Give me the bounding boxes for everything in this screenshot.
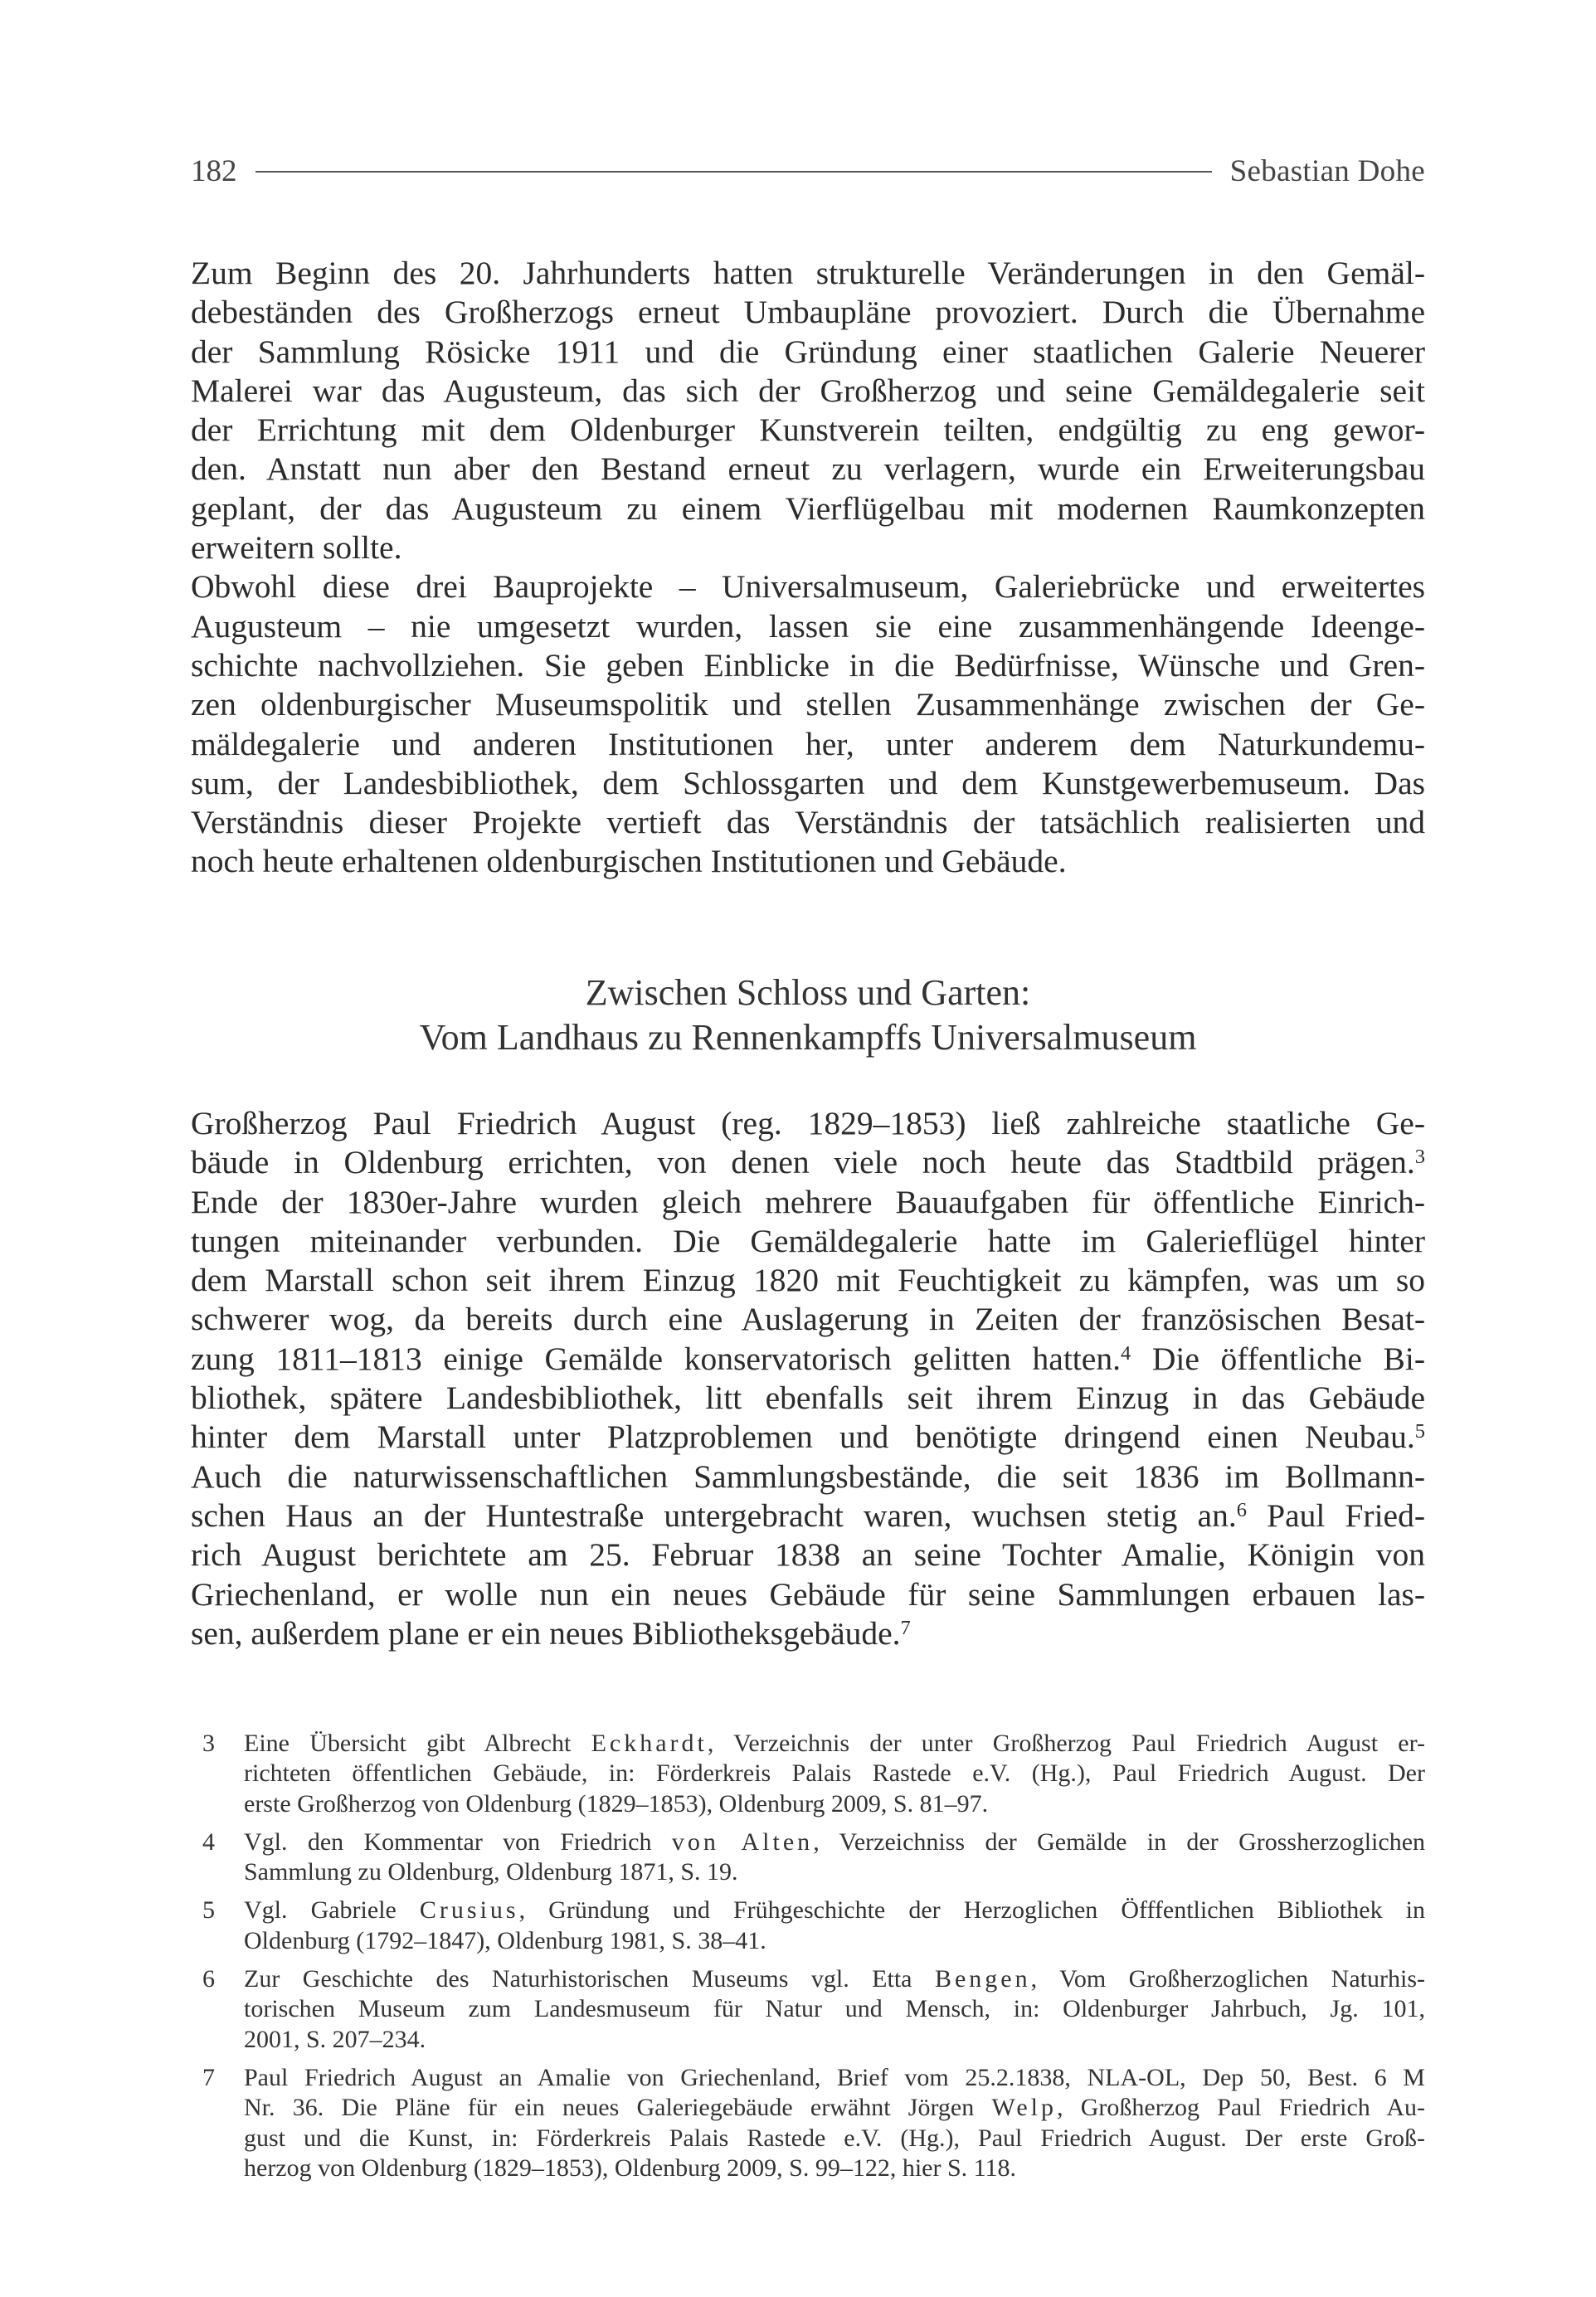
footnote-text: richteten öffentlichen Gebäude, in: Förderkreis Palais Rastede e.V. (Hg.), Paul Friedrich August. Der: [244, 1759, 1425, 1788]
footnote-line: [244, 1759, 1425, 1788]
footnote-text: torischen Museum zum Landesmuseum für Natur und Mensch, in: Oldenburger Jahrbuch, Jg. 101,: [244, 1995, 1425, 2023]
author-name: Eckhardt: [591, 1730, 708, 1757]
footnote-text: gust und die Kunst, in: Förderkreis Palais Rastede e.V. (Hg.), Paul Friedrich August. Der erste Groß-: [244, 2124, 1425, 2152]
text-run: Ende der 1830er-Jahre wurden gleich mehrere Bauaufgaben für öffentliche Einrich-: [191, 1183, 1425, 1220]
footnote-reference[interactable]: 6: [1236, 1498, 1247, 1521]
footnote-number: 4: [202, 1827, 215, 1856]
text-line: [191, 1340, 1425, 1379]
footnote-text: herzog von Oldenburg (1829–1853), Oldenburg 2009, S. 99–122, hier S. 118.: [244, 2153, 1017, 2182]
intro-paragraphs: [191, 254, 1425, 882]
text-run: tungen miteinander verbunden. Die Gemäldegalerie hatte im Galerieflügel hinter: [191, 1222, 1425, 1259]
text-run: Großherzog Paul Friedrich August (reg. 1829–1853) ließ zahlreiche staatliche Ge-: [191, 1105, 1425, 1141]
text-line: [191, 1575, 1425, 1614]
footnote-text: 2001, S. 207–234.: [244, 2025, 426, 2053]
text-line: [191, 1143, 1425, 1182]
footnote-reference[interactable]: 5: [1414, 1420, 1425, 1443]
section-heading-line-2: Vom Landhaus zu Rennenkampffs Universalmuseum: [419, 1017, 1197, 1058]
footnote-line: [244, 1994, 1425, 2024]
main-paragraph: [191, 1104, 1425, 1653]
text-line: der Sammlung Rösicke 1911 und die Gründung einer staatlichen Galerie Neuerer: [191, 333, 1425, 370]
text-line: Zum Beginn des 20. Jahrhunderts hatten strukturelle Veränderungen in den Gemäl-: [191, 255, 1425, 291]
footnote-text: Sammlung zu Oldenburg, Oldenburg 1871, S. 19.: [244, 1858, 738, 1886]
text-line: sum, der Landesbibliothek, dem Schlossgarten und dem Kunstgewerbemuseum. Das: [191, 764, 1425, 801]
text-line: Verständnis dieser Projekte vertieft das Verständnis der tatsächlich realisierten und: [191, 804, 1425, 841]
footnote: [191, 1964, 1425, 2055]
text-run: dem Marstall schon seit ihrem Einzug 1820 mit Feuchtigkeit zu kämpfen, was um so: [191, 1262, 1425, 1299]
footnote-line: [244, 1896, 1425, 1925]
text-line: [191, 1535, 1425, 1574]
text-run: sen, außerdem plane er ein neues Bibliotheksgebäude.: [191, 1614, 901, 1652]
intro-paragraph-2: [191, 567, 1425, 881]
author-name: von Alten: [671, 1827, 814, 1856]
text-run: schen Haus an der Huntestraße untergebracht waren, wuchsen stetig an.: [191, 1496, 1237, 1534]
footnote-text: , Großherzog Paul Friedrich Au-: [1057, 2094, 1425, 2122]
footnote-line: [244, 1827, 1425, 1857]
footnote-number: 3: [202, 1730, 215, 1757]
text-line: [191, 1614, 1425, 1653]
footnote-text: Paul Friedrich August an Amalie von Griechenland, Brief vom 25.2.1838, NLA-OL, Dep 50, Best. 6 M: [244, 2063, 1425, 2091]
footnote-line: [244, 2025, 1425, 2055]
footnote-line: [244, 1926, 1425, 1956]
footnote-line: [244, 2063, 1425, 2093]
header-rule: [255, 171, 1212, 173]
footnote-line: [244, 2093, 1425, 2123]
footnote-text: erste Großherzog von Oldenburg (1829–1853), Oldenburg 2009, S. 81–97.: [244, 1789, 989, 1818]
text-line: [191, 1458, 1425, 1496]
text-line: zen oldenburgischer Museumspolitik und stellen Zusammenhänge zwischen der Ge-: [191, 686, 1425, 723]
footnote-text: Zur Geschichte des Naturhistorischen Museums vgl. Etta: [244, 1965, 935, 1993]
footnote: [191, 1729, 1425, 1819]
text-line: [191, 1300, 1425, 1339]
footnote-text: , Verzeichnis der unter Großherzog Paul Friedrich August er-: [707, 1730, 1425, 1757]
text-line: schichte nachvollziehen. Sie geben Einblicke in die Bedürfnisse, Wünsche und Gren-: [191, 646, 1425, 684]
footnotes: [191, 1729, 1425, 2192]
text-run: Auch die naturwissenschaftlichen Sammlungsbestände, die seit 1836 im Bollmann-: [191, 1458, 1425, 1495]
text-line: [191, 1261, 1425, 1300]
footnote-reference[interactable]: 4: [1120, 1341, 1131, 1365]
running-head: [191, 148, 1425, 194]
text-line: [191, 1183, 1425, 1222]
footnote-line: [244, 1729, 1425, 1759]
author-name: Bengen: [934, 1965, 1031, 1993]
text-line: den. Anstatt nun aber den Bestand erneut zu verlagern, wurde ein Erweiterungsbau: [191, 450, 1425, 488]
footnote-text: , Verzeichniss der Gemälde in der Grossherzoglichen: [813, 1827, 1426, 1856]
page-number: 182: [191, 153, 237, 188]
footnote-line: [244, 2124, 1425, 2153]
text-line: [191, 1418, 1425, 1457]
text-line: [191, 1496, 1425, 1535]
intro-paragraph-1: [191, 254, 1425, 567]
footnote-text: , Vom Großherzoglichen Naturhis-: [1030, 1965, 1425, 1993]
footnote: [191, 2063, 1425, 2183]
text-run: Paul Fried-: [1246, 1496, 1425, 1534]
footnote-text: Vgl. Gabriele: [244, 1896, 420, 1925]
footnote-number: 6: [202, 1965, 215, 1993]
text-line: Augusteum – nie umgesetzt wurden, lassen sie eine zusammenhängende Ideenge-: [191, 607, 1425, 645]
section-heading-line-1: Zwischen Schloss und Garten:: [585, 972, 1031, 1013]
text-run: bliothek, spätere Landesbibliothek, litt ebenfalls seit ihrem Einzug in das Gebäude: [191, 1380, 1425, 1417]
footnote-reference[interactable]: 7: [900, 1616, 911, 1639]
text-line: geplant, der das Augusteum zu einem Vierflügelbau mit modernen Raumkonzepten: [191, 489, 1425, 527]
footnote-line: [244, 1857, 1425, 1887]
text-line: debeständen des Großherzogs erneut Umbaupläne provoziert. Durch die Übernahme: [191, 294, 1425, 331]
footnote-line: [244, 1964, 1425, 1994]
text-line: mäldegalerie und anderen Institutionen her, unter anderem dem Naturkundemu-: [191, 725, 1425, 762]
footnote: [191, 1896, 1425, 1956]
text-run: hinter dem Marstall unter Platzproblemen und benötigte dringend einen Neubau.: [191, 1419, 1415, 1456]
text-line: Obwohl diese drei Bauprojekte – Universalmuseum, Galeriebrücke und erweitertes: [191, 568, 1425, 606]
text-run: zung 1811–1813 einige Gemälde konservatorisch gelitten hatten.: [191, 1340, 1121, 1377]
footnote-number: 7: [202, 2063, 215, 2091]
text-line: noch heute erhaltenen oldenburgischen Institutionen und Gebäude.: [191, 843, 1067, 880]
footnote: [191, 1827, 1425, 1888]
text-line: erweitern sollte.: [191, 529, 402, 567]
text-line: der Errichtung mit dem Oldenburger Kunstverein teilten, endgültig zu eng gewor-: [191, 411, 1425, 449]
footnote-number: 5: [202, 1896, 215, 1925]
footnote-text: Oldenburg (1792–1847), Oldenburg 1981, S. 38–41.: [244, 1926, 766, 1954]
author-name: Welp: [991, 2094, 1058, 2122]
text-line: Malerei war das Augusteum, das sich der Großherzog und seine Gemäldegalerie seit: [191, 372, 1425, 409]
footnote-text: , Gründung und Frühgeschichte der Herzoglichen Öfffentlichen Bibliothek in: [518, 1896, 1425, 1925]
footnote-reference[interactable]: 3: [1414, 1146, 1425, 1169]
text-run: schwerer wog, da bereits durch eine Auslagerung in Zeiten der französischen Besat-: [191, 1301, 1425, 1338]
footnote-text: Vgl. den Kommentar von Friedrich: [244, 1827, 672, 1856]
author-name: Crusius: [419, 1896, 519, 1925]
footnote-line: [244, 2153, 1425, 2183]
footnote-text: Eine Übersicht gibt Albrecht: [244, 1730, 591, 1757]
footnote-line: [244, 1789, 1425, 1819]
text-run: Griechenland, er wolle nun ein neues Gebäude für seine Sammlungen erbauen las-: [191, 1575, 1425, 1613]
text-run: rich August berichtete am 25. Februar 1838 an seine Tochter Amalie, Königin von: [191, 1536, 1425, 1574]
footnote-text: Nr. 36. Die Pläne für ein neues Galeriegebäude erwähnt Jörgen: [244, 2094, 992, 2122]
text-run: bäude in Oldenburg errichten, von denen viele noch heute das Stadtbild prägen.: [191, 1144, 1415, 1181]
text-line: [191, 1379, 1425, 1418]
text-line: [191, 1222, 1425, 1261]
section-heading: [191, 971, 1425, 1060]
running-head-author: Sebastian Dohe: [1229, 153, 1425, 188]
text-line: [191, 1104, 1425, 1143]
text-run: Die öffentliche Bi-: [1131, 1340, 1425, 1377]
